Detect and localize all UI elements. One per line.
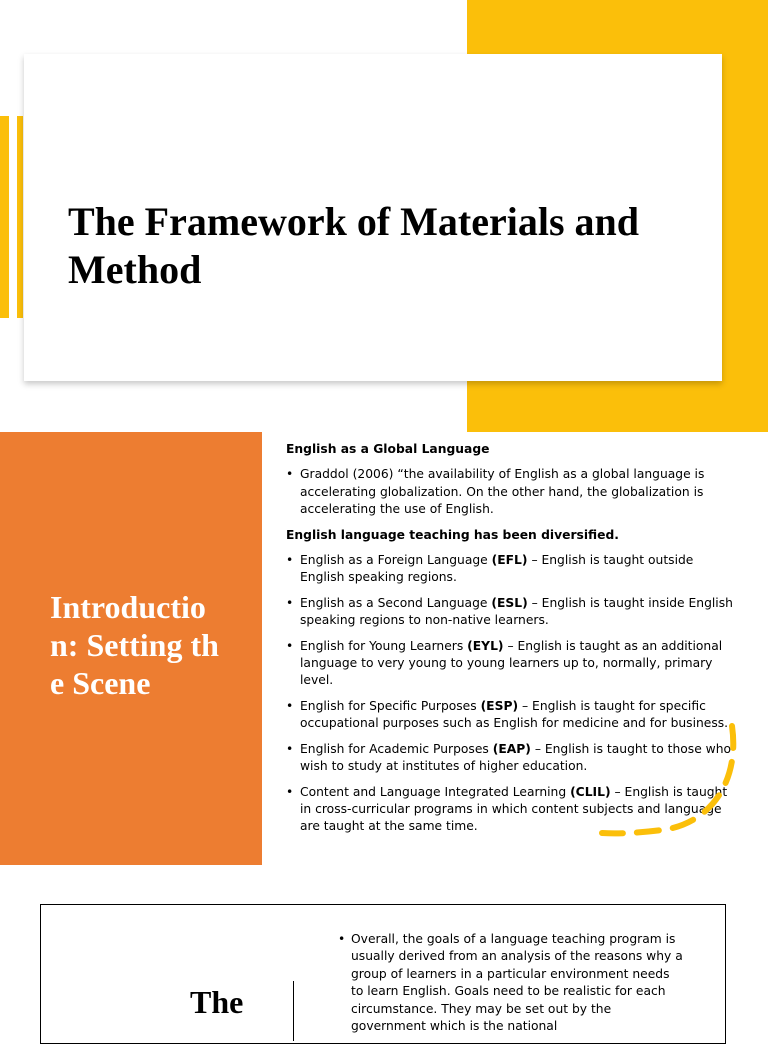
subheading-diversified: English language teaching has been diversified. xyxy=(286,527,619,542)
elt-type-desc: – English is taught inside English speaking regions to non-native learners. xyxy=(300,595,733,628)
yellow-accent-bar xyxy=(0,116,9,318)
list-item xyxy=(286,595,734,630)
elt-type-desc: – English is taught in cross-curricular programs in which content subjects and language are taught at the same time. xyxy=(300,784,728,834)
introduction-slide xyxy=(0,432,768,865)
subheading-global-language: English as a Global Language xyxy=(286,442,490,456)
elt-type-desc: – English is taught for specific occupational purposes such as English for medicine and for business. xyxy=(300,698,729,731)
decorative-dashed-swoosh xyxy=(598,722,738,852)
elt-type-name: Content and Language Integrated Learning xyxy=(300,784,571,799)
elt-type-name: English as a Second Language xyxy=(300,595,492,610)
elt-type-name: English as a Foreign Language xyxy=(300,553,492,568)
elt-type-abbr: (ESP) xyxy=(480,698,519,713)
list-item xyxy=(286,552,734,587)
elt-type-abbr: (EFL) xyxy=(491,553,528,568)
bullet-goals-text: • Overall, the goals of a language teaching program is usually derived from an analysis of the reasons why a group of learners in a particular environment needs to learn English. Goals need to be realistic for each circumstance. They may be set out by the government which is the national xyxy=(338,931,683,1035)
section-title: The xyxy=(190,984,244,1020)
elt-type-abbr: (ESL) xyxy=(491,595,528,610)
list-item xyxy=(286,638,734,690)
elt-type-abbr: (EYL) xyxy=(467,638,504,653)
section-title: Introduction: Setting the Scene xyxy=(50,589,219,701)
elt-type-abbr: (EAP) xyxy=(492,741,531,756)
bullet-list-global xyxy=(286,466,734,518)
elt-type-name: English for Specific Purposes xyxy=(300,698,481,713)
elt-type-name: English for Young Learners xyxy=(300,638,468,653)
elt-type-desc: – English is taught as an additional language to very young to young learners up to, normally, primary level. xyxy=(300,638,723,688)
title-card xyxy=(24,54,722,381)
goals-slide xyxy=(0,865,768,1034)
slide-title: The Framework of Materials and Method xyxy=(68,199,640,292)
orange-side-panel xyxy=(0,432,262,865)
yellow-accent-bar xyxy=(17,116,23,318)
bullet-graddol-quote: • Graddol (2006) “the availability of English as a global language is accelerating globalization. On the other hand, the globalization is accelerating the use of English. xyxy=(286,466,734,518)
bullet-list-goals xyxy=(338,931,683,1035)
elt-type-abbr: (CLIL) xyxy=(570,784,611,799)
title-slide xyxy=(0,0,768,432)
divider xyxy=(293,981,294,1041)
elt-type-desc: – English is taught to those who wish to study at institutes of higher education. xyxy=(300,741,732,774)
elt-type-name: English for Academic Purposes xyxy=(300,741,493,756)
elt-type-desc: – English is taught outside English speaking regions. xyxy=(300,553,694,585)
